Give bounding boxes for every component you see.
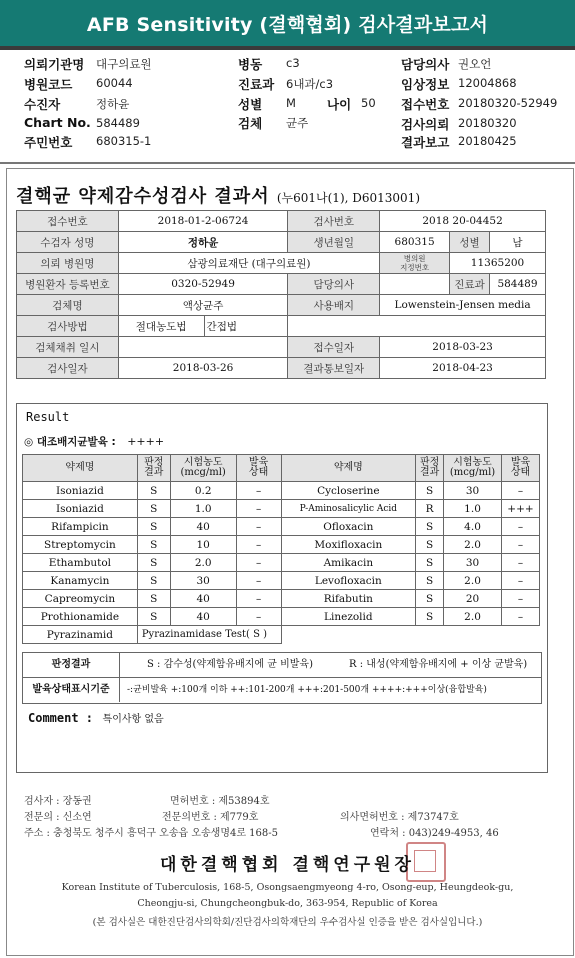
certification-note: (본 검사실은 대한진단검사의학회/진단검사의학재단의 우수검사실 인증을 받은 검사실입니다.): [92, 917, 483, 928]
cell-value: 정하윤: [118, 232, 288, 253]
drug-concentration: 0.2: [170, 482, 236, 500]
footer-line: [0, 792, 575, 806]
drug-name: Ethambutol: [23, 554, 138, 572]
drug-sensitivity-table: [22, 454, 540, 644]
drug-name: Pyrazinamid: [23, 626, 138, 644]
cell-value: 584489: [489, 274, 545, 295]
drug-growth: –: [236, 590, 281, 608]
document-title-text: 결핵균 약제감수성검사 결과서: [16, 186, 270, 207]
info-value: 대구의료원: [96, 57, 152, 71]
drug-growth: –: [236, 572, 281, 590]
cell-value: 11365200: [450, 253, 546, 274]
cell-label: 사용배지: [288, 295, 380, 316]
document-form-code: (누601나(1), D6013001): [276, 191, 421, 205]
drug-name: P-Aminosalicylic Acid: [281, 500, 416, 518]
table-row: [17, 232, 546, 253]
drug-result: S: [137, 500, 170, 518]
table-row: [17, 316, 546, 337]
cell-label: 병원환자 등록번호: [17, 274, 119, 295]
col-header-drug: 약제명: [23, 455, 138, 482]
institute-address-en: Cheongju-si, Chungcheongbuk-do, 363-954, Republic of Korea: [137, 898, 438, 909]
drug-name: Capreomycin: [23, 590, 138, 608]
info-label: 담당의사: [401, 57, 450, 72]
drug-result: S: [416, 572, 444, 590]
info-value: 6내과/c3: [286, 77, 334, 91]
drug-growth: –: [236, 554, 281, 572]
drug-result: S: [137, 536, 170, 554]
cell-label-b: 지정번호: [400, 263, 430, 272]
drug-growth: +++: [502, 500, 540, 518]
col-header-drug: 약제명: [281, 455, 416, 482]
drug-name: Rifabutin: [281, 590, 416, 608]
examiner-license: 면허번호 : 제53894호: [170, 796, 270, 807]
info-label: 주민번호: [24, 135, 73, 150]
table-row: [23, 572, 540, 590]
cell-value: 간접법: [204, 316, 288, 337]
drug-concentration: 30: [444, 554, 502, 572]
info-value: 12004868: [458, 76, 517, 90]
cell-value: [380, 274, 450, 295]
examiner: 검사자 : 장동권: [24, 796, 92, 807]
col-header-concentration: 시험농도 (mcg/ml): [444, 455, 502, 482]
result-label: Result: [26, 410, 70, 424]
cell-value: 680315: [380, 232, 450, 253]
drug-concentration: 1.0: [444, 500, 502, 518]
drug-concentration: 2.0: [170, 554, 236, 572]
table-row: [23, 608, 540, 626]
drug-concentration: 2.0: [444, 572, 502, 590]
info-value: 20180320: [458, 116, 517, 130]
info-label: 임상정보: [401, 77, 450, 92]
table-row: [17, 253, 546, 274]
control-growth-value: ++++: [127, 435, 165, 448]
resistant-definition: R : 내성(약제함유배지에 + 이상 균발육): [349, 659, 528, 670]
info-label: 검체: [238, 116, 263, 131]
drug-growth: –: [236, 536, 281, 554]
cell-value: 삼광의료재단 (대구의료원): [118, 253, 379, 274]
table-row: [17, 337, 546, 358]
header-divider: [0, 46, 575, 50]
cell-label: 수검자 성명: [17, 232, 119, 253]
drug-growth: –: [502, 536, 540, 554]
drug-growth: –: [236, 482, 281, 500]
info-label: 성별: [238, 97, 263, 112]
info-value: 680315-1: [96, 134, 152, 148]
institute-address-en: Korean Institute of Tuberculosis, 168-5, Osongsaengmyeong 4-ro, Osong-eup, Heungdeok-gu,: [61, 882, 514, 893]
drug-name: Moxifloxacin: [281, 536, 416, 554]
table-row: [23, 554, 540, 572]
drug-growth: –: [502, 554, 540, 572]
cell-label: 접수일자: [288, 337, 380, 358]
drug-name: Rifampicin: [23, 518, 138, 536]
cell-value: 2018-03-26: [118, 358, 288, 379]
drug-concentration: 2.0: [444, 536, 502, 554]
drug-concentration: 2.0: [444, 608, 502, 626]
col-header-result: 판정 결과: [416, 455, 444, 482]
drug-concentration: 30: [170, 572, 236, 590]
table-row: [17, 358, 546, 379]
info-label: 접수번호: [401, 97, 450, 112]
cell-label: 성별: [450, 232, 490, 253]
table-row: [23, 626, 540, 644]
drug-growth: –: [502, 590, 540, 608]
drug-concentration: 40: [170, 590, 236, 608]
cell-label: 생년월일: [288, 232, 380, 253]
cell-value: 2018 20-04452: [380, 211, 546, 232]
info-value: 20180320-52949: [458, 96, 558, 110]
cell-label: 담당의사: [288, 274, 380, 295]
col-header-growth: 발육 상태: [236, 455, 281, 482]
section-divider: [0, 162, 575, 164]
susceptible-definition: S : 감수성(약제함유배지에 균 비발육): [147, 659, 313, 670]
footer-line: [0, 808, 575, 822]
drug-growth: –: [236, 500, 281, 518]
cell-value: 2018-03-23: [380, 337, 546, 358]
drug-name: Streptomycin: [23, 536, 138, 554]
col-header-growth: 발육 상태: [502, 455, 540, 482]
control-growth-label: ◎ 대조배지균발육 :: [24, 436, 116, 448]
drug-result: S: [137, 518, 170, 536]
drug-growth: –: [236, 608, 281, 626]
info-label: 진료과: [238, 77, 275, 92]
cell-label-a: 병의원: [403, 254, 426, 263]
info-value: 60044: [96, 76, 133, 90]
drug-concentration: 30: [444, 482, 502, 500]
drug-name: Isoniazid: [23, 482, 138, 500]
cell-label: 검체명: [17, 295, 119, 316]
footer-line: [0, 824, 575, 838]
table-row: [17, 211, 546, 232]
drug-result: S: [416, 590, 444, 608]
drug-growth: –: [502, 608, 540, 626]
cell-value: 절대농도법: [118, 316, 204, 337]
drug-result: S: [137, 554, 170, 572]
drug-concentration: 1.0: [170, 500, 236, 518]
growth-legend-row: [23, 678, 541, 702]
info-value: 권오언: [458, 57, 492, 71]
cell-label: 검체채취 일시: [17, 337, 119, 358]
cell-label: 접수번호: [17, 211, 119, 232]
drug-result: S: [137, 608, 170, 626]
info-value: 정하윤: [96, 97, 130, 111]
specialist-number: 전문의번호 : 제779호: [162, 812, 259, 823]
drug-result: S: [137, 572, 170, 590]
judgement-row: [23, 653, 541, 678]
contact: 연락처 : 043)249-4953, 46: [370, 828, 499, 839]
cell-value: 0320-52949: [118, 274, 288, 295]
drug-name: Ofloxacin: [281, 518, 416, 536]
drug-result: R: [416, 500, 444, 518]
report-header: [0, 0, 575, 46]
growth-legend-text: -:균비발육 +:100개 이하 ++:101-200개 +++:201-500개 ++++:+++이상(융합발육): [127, 685, 487, 695]
table-row: [23, 518, 540, 536]
comment-label: Comment :: [28, 711, 94, 725]
cell-value: [118, 337, 288, 358]
cell-value: 액상균주: [118, 295, 288, 316]
drug-name: Kanamycin: [23, 572, 138, 590]
judgement-legend: [22, 652, 542, 704]
drug-result: S: [416, 518, 444, 536]
info-label: 병동: [238, 57, 263, 72]
institute-name: 대한결핵협회 결핵연구원장: [160, 855, 415, 875]
cell-value: 2018-01-2-06724: [118, 211, 288, 232]
drug-growth: –: [236, 518, 281, 536]
info-value: c3: [286, 56, 300, 70]
table-header-row: [23, 455, 540, 482]
table-row: [17, 274, 546, 295]
growth-legend-label: 발육상태표시기준: [23, 678, 120, 702]
info-label: 의뢰기관명: [24, 57, 85, 72]
drug-result: S: [416, 608, 444, 626]
drug-result: S: [416, 482, 444, 500]
drug-growth: –: [502, 482, 540, 500]
drug-growth: –: [502, 572, 540, 590]
cell-label: 의뢰 병원명: [17, 253, 119, 274]
comment-value: 특이사항 없음: [102, 714, 164, 725]
table-row: [23, 590, 540, 608]
drug-result: S: [416, 536, 444, 554]
cell-value: Lowenstein-Jensen media: [380, 295, 546, 316]
cell-label: 검사번호: [288, 211, 380, 232]
info-value: M: [286, 96, 296, 110]
drug-name: Prothionamide: [23, 608, 138, 626]
age-value: 50: [361, 96, 376, 110]
drug-concentration: 20: [444, 590, 502, 608]
drug-result: S: [416, 554, 444, 572]
patient-info-table: [16, 210, 546, 379]
drug-concentration: 40: [170, 518, 236, 536]
cell-empty: [281, 626, 540, 644]
document-title: [16, 182, 420, 208]
cell-label: [380, 253, 450, 274]
comment: [28, 710, 164, 725]
drug-name: Linezolid: [281, 608, 416, 626]
cell-label: 검사방법: [17, 316, 119, 337]
pyrazinamidase-test: Pyrazinamidase Test( S ): [137, 626, 281, 644]
info-label: 수진자: [24, 97, 61, 112]
report-title: AFB Sensitivity (결핵협회) 검사결과보고서: [86, 13, 489, 36]
physician-license: 의사면허번호 : 제73747호: [340, 812, 459, 823]
cell-empty: [288, 316, 546, 337]
drug-result: S: [137, 590, 170, 608]
drug-growth: –: [502, 518, 540, 536]
table-row: [17, 295, 546, 316]
drug-name: Cycloserine: [281, 482, 416, 500]
cell-label: 진료과: [450, 274, 490, 295]
age-label: 나이: [327, 97, 352, 112]
specialist: 전문의 : 신소연: [24, 812, 92, 823]
judgement-label: 판정결과: [23, 653, 120, 677]
drug-name: Isoniazid: [23, 500, 138, 518]
drug-name: Levofloxacin: [281, 572, 416, 590]
info-label: 결과보고: [401, 135, 450, 150]
table-row: [23, 482, 540, 500]
control-growth: [24, 434, 164, 449]
drug-concentration: 40: [170, 608, 236, 626]
info-value: 584489: [96, 116, 140, 130]
cell-value: 2018-04-23: [380, 358, 546, 379]
drug-name: Amikacin: [281, 554, 416, 572]
info-label: 병원코드: [24, 77, 73, 92]
address: 주소 : 충청북도 청주시 흥덕구 오송읍 오송생명4로 168-5: [24, 828, 279, 839]
table-row: [23, 536, 540, 554]
col-header-result: 판정 결과: [137, 455, 170, 482]
cell-label: 검사일자: [17, 358, 119, 379]
cell-label: 결과통보일자: [288, 358, 380, 379]
drug-result: S: [137, 482, 170, 500]
table-row: [23, 500, 540, 518]
info-label: 검사의뢰: [401, 117, 450, 132]
info-value: 20180425: [458, 134, 517, 148]
info-label: Chart No.: [24, 115, 91, 130]
drug-concentration: 10: [170, 536, 236, 554]
cell-value: 남: [489, 232, 545, 253]
col-header-concentration: 시험농도 (mcg/ml): [170, 455, 236, 482]
info-value: 균주: [286, 116, 309, 130]
drug-concentration: 4.0: [444, 518, 502, 536]
